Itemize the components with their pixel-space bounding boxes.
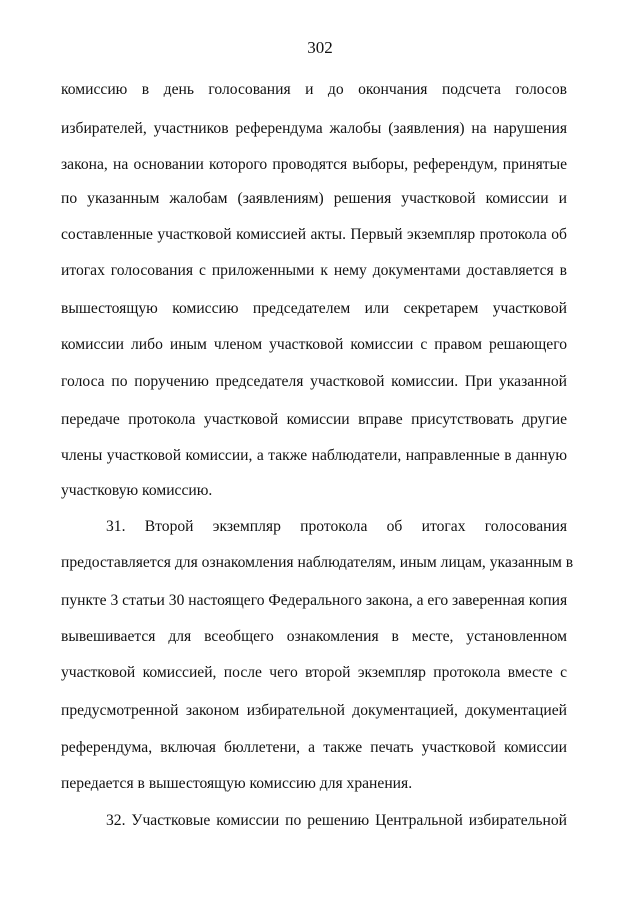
text-line: голоса по поручению председателя участковой комиссии. При указанной bbox=[61, 373, 567, 390]
text-line: участковую комиссию. bbox=[61, 482, 213, 499]
text-line: итогах голосования с приложенными к нему документами доставляется в bbox=[61, 262, 567, 279]
text-line: предусмотренной законом избирательной документацией, документацией bbox=[61, 702, 567, 719]
text-line: вывешивается для всеобщего ознакомления в месте, установленном bbox=[61, 628, 567, 645]
text-line: по указанным жалобам (заявлениям) решения участковой комиссии и bbox=[61, 190, 567, 207]
page-number: 302 bbox=[307, 38, 333, 57]
text-line: комиссии либо иным членом участковой комиссии с правом решающего bbox=[61, 336, 567, 353]
text-line: закона, на основании которого проводятся выборы, референдум, принятые bbox=[61, 156, 567, 173]
text-line: вышестоящую комиссию председателем или секретарем участковой bbox=[61, 300, 567, 317]
text-line: участковой комиссией, после чего второй экземпляр протокола вместе с bbox=[61, 664, 567, 681]
text-line: передаче протокола участковой комиссии вправе присутствовать другие bbox=[61, 411, 567, 428]
text-line: передается в вышестоящую комиссию для хранения. bbox=[61, 775, 413, 792]
paragraph-32-first-line: 32. Участковые комиссии по решению Центральной избирательной bbox=[106, 812, 567, 829]
text-line: референдума, включая бюллетени, а также печать участковой комиссии bbox=[61, 739, 567, 756]
text-line: составленные участковой комиссией акты. Первый экземпляр протокола об bbox=[61, 226, 567, 243]
text-line: члены участковой комиссии, а также наблюдатели, направленные в данную bbox=[61, 447, 567, 464]
text-line: избирателей, участников референдума жалобы (заявления) на нарушения bbox=[61, 120, 567, 137]
text-line: предоставляется для ознакомления наблюдателям, иным лицам, указанным в bbox=[61, 554, 574, 571]
text-line: комиссию в день голосования и до окончания подсчета голосов bbox=[61, 81, 567, 98]
text-line: пункте 3 статьи 30 настоящего Федерального закона, а его заверенная копия bbox=[61, 592, 568, 609]
paragraph-31-first-line: 31. Второй экземпляр протокола об итогах голосования bbox=[106, 518, 567, 535]
